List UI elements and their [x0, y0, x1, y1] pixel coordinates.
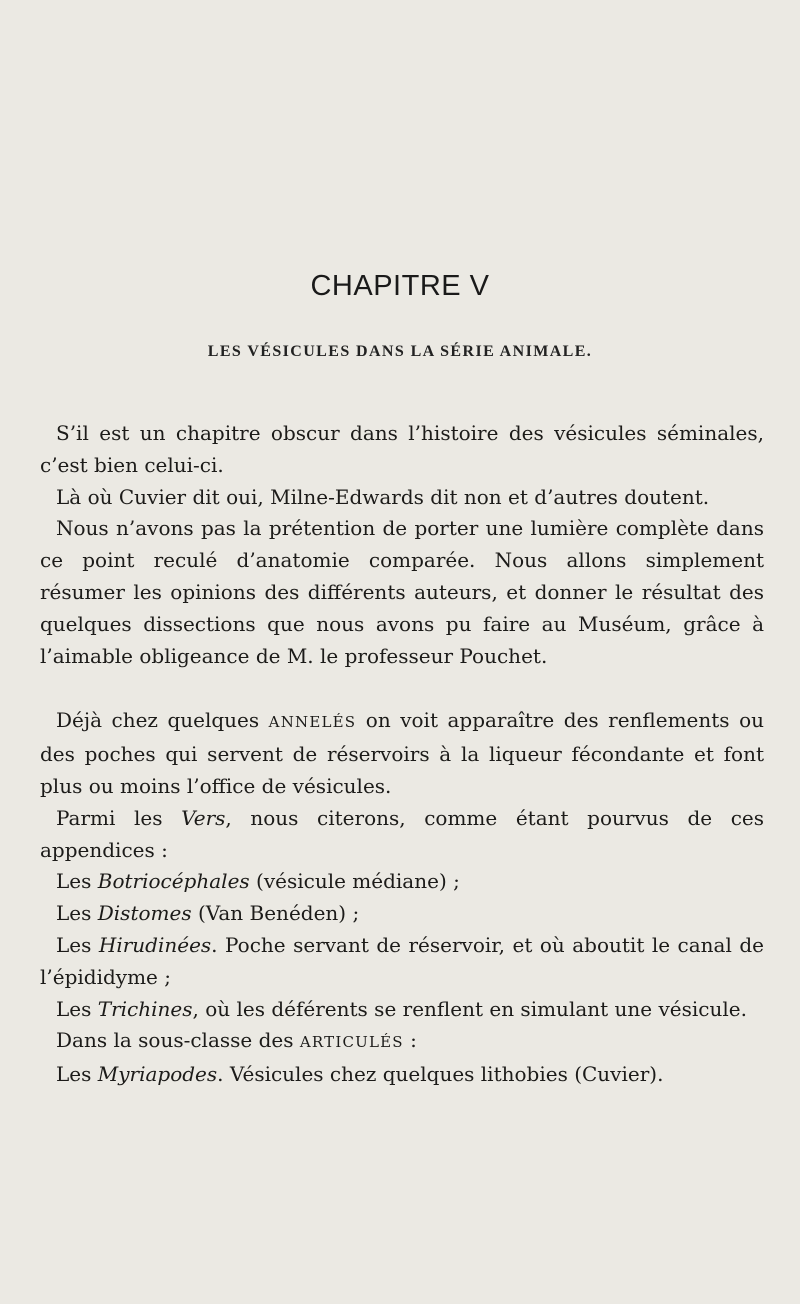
list-item-les: Les: [56, 901, 92, 926]
paragraph-anneles-text-1: Déjà chez quelques: [56, 708, 260, 733]
list-item-trichines: [40, 994, 764, 1026]
list-item-les: Les: [56, 869, 92, 894]
body-text: [40, 418, 764, 1091]
paragraph-articules: [40, 1025, 764, 1059]
list-item-les: Les: [56, 996, 92, 1021]
paragraph-cuvier: Là où Cuvier dit oui, Milne-Edwards dit non et d’autres doutent.: [56, 484, 710, 509]
myriapodes-italic: Myriapodes: [97, 1062, 218, 1087]
paragraph-articules-text-1: Dans la sous-classe des: [56, 1028, 294, 1053]
paragraph-pretention: Nous n’avons pas la prétention de porter une lumière complète dans ce point reculé d’anatomie comparée. Nous allons simplement résumer les opinions des différents auteurs, et donner le résultat des quelques dissections que nous avons pu faire au Muséum, grâce à l’aimable obligeance de M. le professeur Pouchet.: [40, 516, 764, 668]
list-item-text: , où les déférents se renflent en simulant une vésicule.: [192, 996, 747, 1021]
list-item-text: (Van Benéden) ;: [197, 901, 360, 926]
list-item-text: . Vésicules chez quelques lithobies (Cuvier).: [217, 1062, 664, 1087]
anneles-smallcaps: ANNELÉS: [268, 713, 357, 732]
list-item-text: . Poche servant de réservoir, et où aboutit le canal de l’épididyme ;: [40, 932, 764, 989]
chapter-subtitle: LES VÉSICULES DANS LA SÉRIE ANIMALE.: [207, 343, 593, 360]
paragraph-articules-text-2: :: [410, 1028, 417, 1053]
distomes-italic: Distomes: [97, 901, 192, 926]
list-item-les: Les: [56, 932, 92, 957]
trichines-italic: Trichines: [97, 996, 193, 1021]
articules-smallcaps: ARTICULÉS: [299, 1033, 404, 1052]
paragraph-vers-text-2: , nous citerons, comme étant pourvus de ces appendices :: [40, 805, 765, 862]
list-item-hirudinees: [40, 930, 764, 994]
list-item-myriapodes: [40, 1059, 764, 1091]
paragraph-intro: S’il est un chapitre obscur dans l’histoire des vésicules séminales, c’est bien celui-ci.: [40, 421, 764, 477]
chapter-title: CHAPITRE V: [310, 270, 490, 302]
list-item-botriocephales: [40, 866, 764, 898]
vers-italic: Vers: [181, 805, 226, 830]
list-item-text: (vésicule médiane) ;: [256, 869, 460, 894]
botriocephales-italic: Botriocéphales: [97, 869, 250, 894]
list-item-les: Les: [56, 1062, 92, 1087]
paragraph-anneles-text-2: on voit apparaître des renflements ou des poches qui servent de réservoirs à la liqueur fécondante et font plus ou moins l’office de vésicules.: [40, 708, 764, 798]
hirudinees-italic: Hirudinées: [98, 932, 212, 957]
paragraph-vers-text-1: Parmi les: [56, 805, 163, 830]
paragraph-vers: [40, 803, 764, 867]
paragraph-anneles: [40, 705, 764, 802]
list-item-distomes: [40, 898, 764, 930]
paragraph-gap: [40, 672, 764, 705]
